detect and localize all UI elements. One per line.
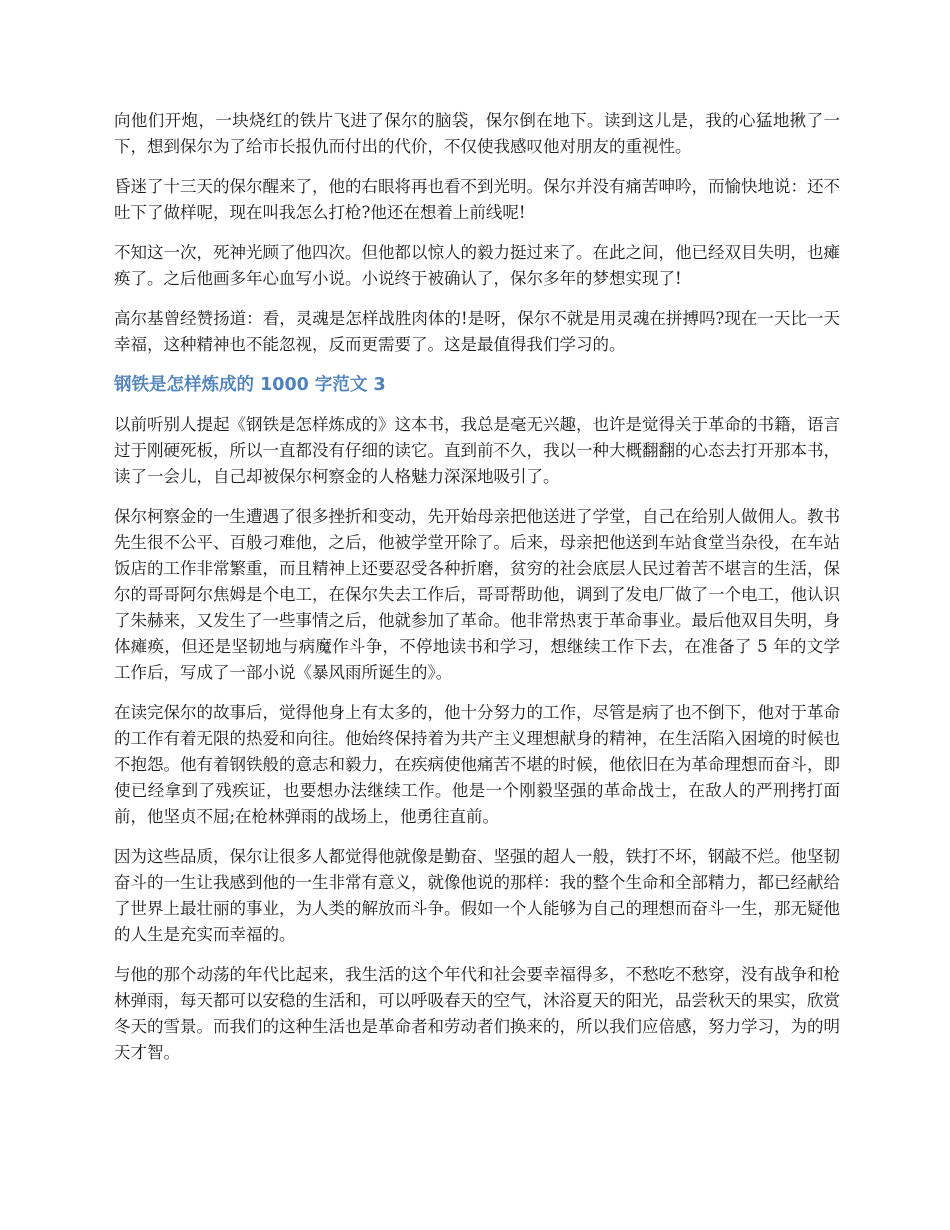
paragraph: 昏迷了十三天的保尔醒来了，他的右眼将再也看不到光明。保尔并没有痛苦呻吟，而愉快地说：还不吐下了做样呢，现在叫我怎么打枪?他还在想着上前线呢! [114,177,840,222]
paragraph: 保尔柯察金的一生遭遇了很多挫折和变动，先开始母亲把他送进了学堂，自己在给别人做佣人。教书先生很不公平、百般刁难他，之后，他被学堂开除了。后来，母亲把他送到车站食堂当杂役，在车站饭店的工作非常繁重，而且精神上还要忍受各种折磨，贫穷的社会底层人民过着苦不堪言的生活，保尔的哥哥阿尔焦姆是个电工，在保尔失去工作后，哥哥帮助他，调到了发电厂做了一个电工，他认识了朱赫来，又发生了一些事情之后，他就参加了革命。他非常热衷于革命事业。最后他双目失明，身体瘫痪，但还是坚韧地与病魔作斗争，不停地读书和学习，想继续工作下去，在准备了 5 年的文学工作后，写成了一部小说《暴风雨所诞生的》。 [114,507,840,682]
paragraph: 高尔基曾经赞扬道：看，灵魂是怎样战胜肉体的!是呀，保尔不就是用灵魂在拼搏吗?现在一天比一天幸福，这种精神也不能忽视，反而更需要了。这是最值得我们学习的。 [114,309,840,354]
document-page [114,108,840,1080]
paragraph: 向他们开炮，一块烧红的铁片飞进了保尔的脑袋，保尔倒在地下。读到这儿是，我的心猛地揪了一下，想到保尔为了给市长报仇而付出的代价，不仅使我感叹他对朋友的重视性。 [114,111,840,156]
section-heading: 钢铁是怎样炼成的 1000 字范文 3 [114,375,386,395]
paragraph: 因为这些品质，保尔让很多人都觉得他就像是勤奋、坚强的超人一般，铁打不坏，钢敲不烂。他坚韧奋斗的一生让我感到他的一生非常有意义，就像他说的那样：我的整个生命和全部精力，都已经献给了世界上最壮丽的事业，为人类的解放而斗争。假如一个人能够为自己的理想而奋斗一生，那无疑他的人生是充实而幸福的。 [114,847,840,944]
paragraph: 在读完保尔的故事后，觉得他身上有太多的，他十分努力的工作，尽管是病了也不倒下，他对于革命的工作有着无限的热爱和向往。他始终保持着为共产主义理想献身的精神，在生活陷入困境的时候也不抱怨。他有着钢铁般的意志和毅力，在疾病使他痛苦不堪的时候，他依旧在为革命理想而奋斗，即使已经拿到了残疾证，也要想办法继续工作。他是一个刚毅坚强的革命战士，在敌人的严刑拷打面前，他坚贞不屈;在枪林弹雨的战场上，他勇往直前。 [114,703,840,826]
paragraph: 与他的那个动荡的年代比起来，我生活的这个年代和社会要幸福得多，不愁吃不愁穿，没有战争和枪林弹雨，每天都可以安稳的生活和，可以呼吸春天的空气，沐浴夏天的阳光，品尝秋天的果实，欣赏冬天的雪景。而我们的这种生活也是革命者和劳动者们换来的，所以我们应倍感，努力学习，为的明天才智。 [114,965,840,1062]
paragraph: 不知这一次，死神光顾了他四次。但他都以惊人的毅力挺过来了。在此之间，他已经双目失明，也瘫痪了。之后他画多年心血写小说。小说终于被确认了，保尔多年的梦想实现了! [114,243,840,288]
paragraph: 以前听别人提起《钢铁是怎样炼成的》这本书，我总是毫无兴趣，也许是觉得关于革命的书籍，语言过于刚硬死板，所以一直都没有仔细的读它。直到前不久，我以一种大概翻翻的心态去打开那本书，读了一会儿，自己却被保尔柯察金的人格魅力深深地吸引了。 [114,415,840,486]
